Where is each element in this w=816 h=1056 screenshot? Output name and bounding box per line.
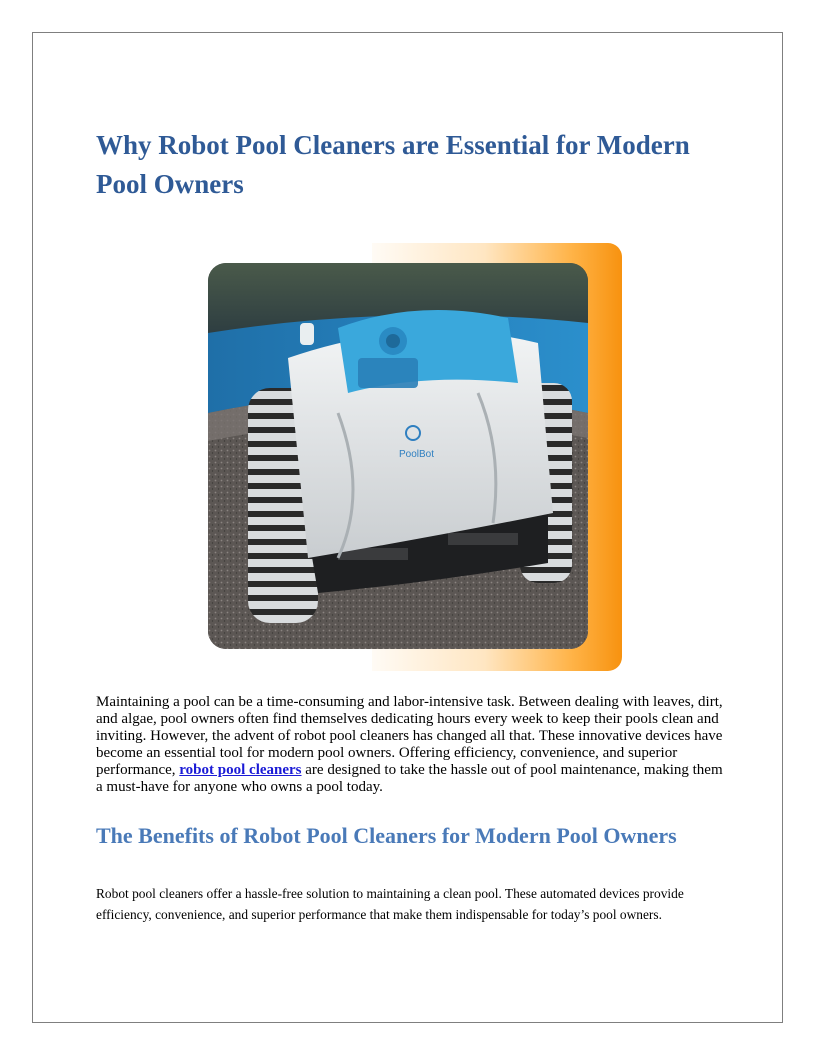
intro-text-end: are designed to take the hassle out of pool maintenance, making them a must-have for anyone who owns a pool today. [96,762,723,795]
intro-text-start: Maintaining a pool can be a time-consuming and labor-intensive task. Between dealing with leaves, dirt, and algae, pool owners often find themselves dedicating hours every week to keep their pools clean and inviting. However, the advent of robot pool cleaners has changed all that. These innovative devices have become an essential tool for modern pool owners. Offering efficiency, convenience, and superior performance, [96,694,723,778]
brand-label: PoolBot [399,449,435,460]
robot-pool-cleaner-photo [208,263,588,649]
hero-image [208,243,622,671]
robot-illustration [208,263,588,649]
section-paragraph: Robot pool cleaners offer a hassle-free solution to maintaining a clean pool. These automated devices provide efficiency, convenience, and superior performance that make them indispensable for today’s pool owners. [96,886,684,922]
intro-paragraph [96,694,726,796]
document-title: Why Robot Pool Cleaners are Essential for Modern Pool Owners [96,130,690,199]
section-heading: The Benefits of Robot Pool Cleaners for Modern Pool Owners [96,823,677,848]
robot-pool-cleaners-link[interactable]: robot pool cleaners [179,762,302,778]
